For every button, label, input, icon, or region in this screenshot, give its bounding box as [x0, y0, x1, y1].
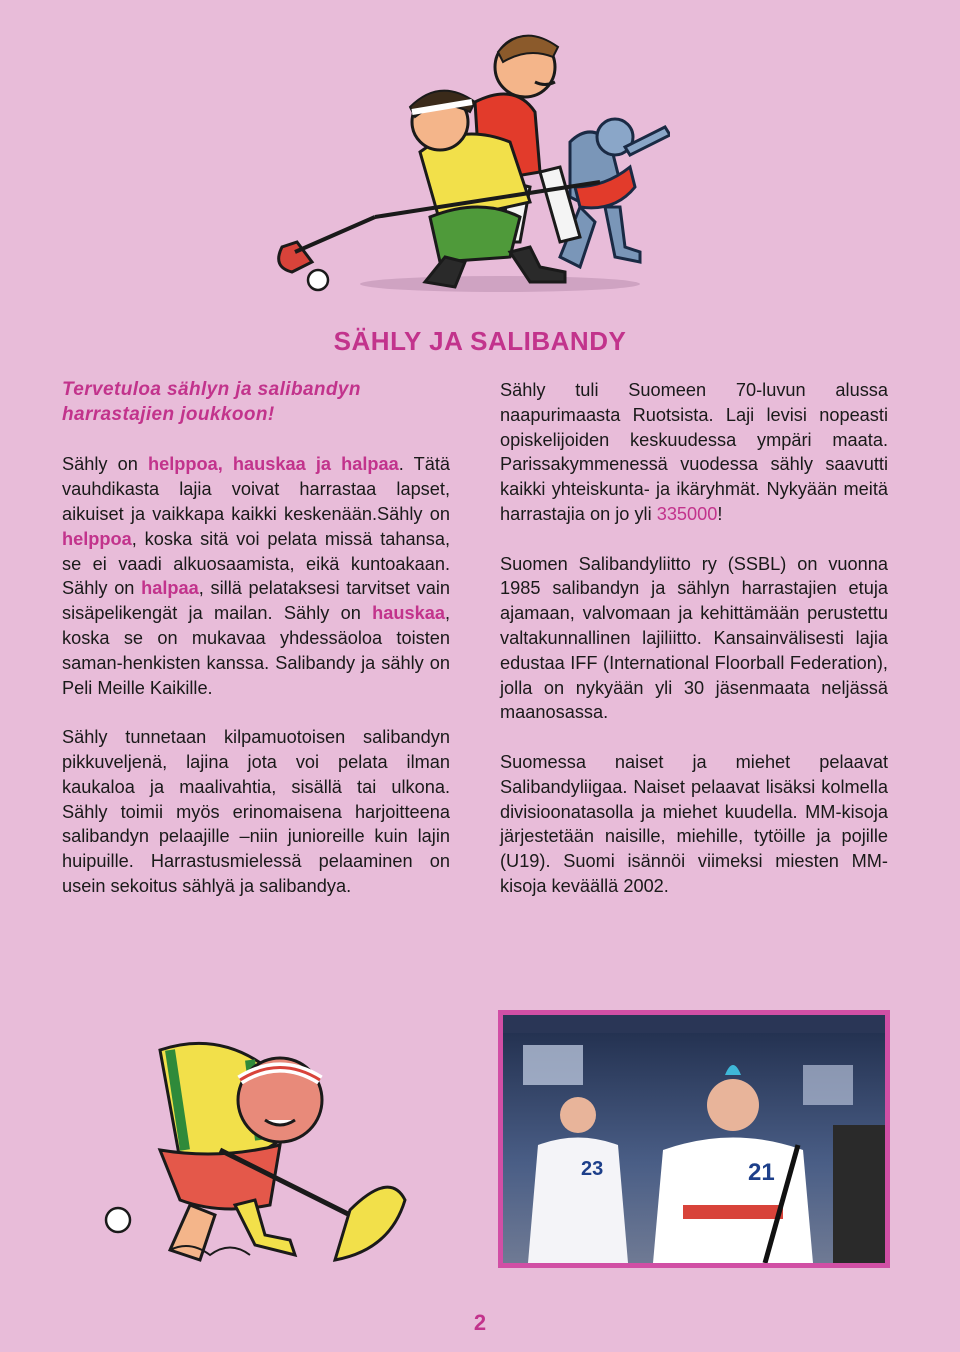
federation-paragraph: Suomen Salibandyliitto ry (SSBL) on vuonna 1985 salibandyn ja sählyn harrastajien etuja ajamaan, valvomaan ja kehittämään perustettu valtakunnallinen lajiliitto. Kansainvälisesti lajia edustaa IFF (International Floorball Federation), jolla on nykyään yli 30 jäsenmaata neljässä maanosassa.: [500, 553, 888, 723]
tough-player-illustration: [100, 1020, 420, 1280]
jersey-number-23: 23: [581, 1158, 604, 1180]
floorball-ball: [308, 270, 328, 290]
match-photo-frame: [498, 1010, 890, 1268]
page-title: SÄHLY JA SALIBANDY: [333, 326, 627, 356]
intro-paragraph: Sähly on helppoa, hauskaa ja halpaa. Tätä vauhdikasta lajia voivat harrastaa lapset, aikuiset ja vaikkapa kaikki keskenään.Sähly on helppoa, koska sitä voi pelata missä tahansa, se ei vaadi alkuosaamista, eikä kuntoakaan. Sähly on halpaa, sillä pelataksesi tarvitset vain sisäpelikengät ja mailan. Sähly on hauskaa, koska se on mukavaa yhdessäoloa toisten saman-henkisten kanssa. Salibandy ja sähly on Peli Meille Kaikille.: [62, 454, 450, 698]
jersey-number-21: 21: [748, 1159, 775, 1186]
blue-player-figure: [560, 119, 670, 267]
players-illustration: [270, 22, 670, 302]
league-paragraph: Suomessa naiset ja miehet pelaavat Salibandyliigaa. Naiset pelaavat lisäksi kolmella divisioonatasolla ja miehet kuudella. MM-kisoja järjestetään naisille, miehille, tytöille ja pojille (U19). Suomi isännöi viimeksi miesten MM-kisoja keväällä 2002.: [500, 751, 888, 896]
sahly-description-paragraph: Sähly tunnetaan kilpamuotoisen salibandyn pikkuveljenä, lajina jota voi pelata ilman kaukaloa ja maalivahtia, sisällä tai ulkona. Sähly toimii myös erinomaisena harjoitteena salibandyn pelaajille –niin junioreille kuin lajin huipuille. Harrastusmielessä pelaaminen on usein sekoitus sählyä ja salibandya.: [62, 727, 450, 896]
match-photo: [503, 1015, 885, 1263]
history-paragraph: Sähly tuli Suomeen 70-luvun alussa naapurimaasta Ruotsista. Laji levisi nopeasti opiskelijoiden keskuudessa ympäri maata. Parissakymmenessä vuodessa sähly saavutti kaikki yhteiskunta- ja ikäryhmät. Nykyään meitä harrastajia on jo yli 335000!: [500, 380, 888, 524]
right-column: [500, 378, 888, 924]
left-column: [62, 378, 450, 924]
page-number: 2: [473, 1310, 487, 1335]
welcome-lead: Tervetuloa sählyn ja salibandyn harrastajien joukkoon!: [62, 379, 361, 425]
